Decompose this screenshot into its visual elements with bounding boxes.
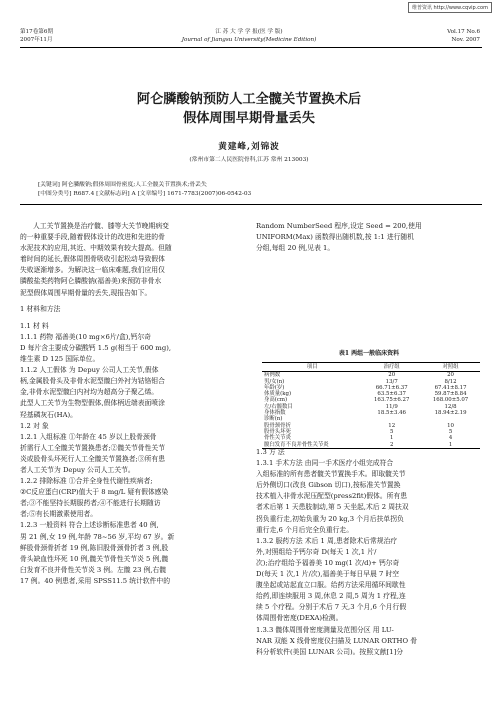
table-cell: 11/9 xyxy=(385,403,398,410)
table-header-row xyxy=(262,363,480,372)
text-line: 鲜股骨颈骨折者 19 例,陈旧股骨颈骨折者 3 例,股 xyxy=(20,543,169,552)
table-caption: 表1 两组一般临床资料 xyxy=(338,350,400,357)
text-line: 男 21 例,女 19 例,年龄 78~56 岁,平均 67 岁。新 xyxy=(20,532,175,541)
volume-issue: 第17卷第6期 xyxy=(20,29,54,35)
table-cell: 18.5±3.46 xyxy=(377,410,406,417)
text-line: 1.3.1 手术方法 由同一手术医疗小组完成符合 xyxy=(256,459,394,468)
text-line: 1.1 材 料 xyxy=(20,321,49,330)
table-cell: 63.5±6.37 xyxy=(377,391,406,398)
text-line: 者人工关节为 Depuy 公司人工关节。 xyxy=(20,465,135,474)
text-line: 技术植入非骨水泥压配型(press2fit)假体。所有患 xyxy=(256,492,408,501)
table-cell: 168.00±5.07 xyxy=(432,397,469,404)
affiliation: (常州市第二人民医院骨科,江苏 常州 213003) xyxy=(189,157,309,163)
text-line: 折需行人工全髋关节置换患者;②髋关节骨性关节 xyxy=(20,443,166,452)
table-cell: 163.75±6.27 xyxy=(374,397,410,404)
abstract-rule xyxy=(20,204,482,205)
clinical-data-table xyxy=(262,362,480,449)
table-cell: 13/7 xyxy=(385,378,398,385)
text-line: 科分析软件(美国 LUNAR 公司)。按照文献[1]分 xyxy=(256,647,404,656)
volume-issue-en: Vol.17 No.6 xyxy=(447,29,480,35)
text-line: 续 5 个疗程。分别于术后 7 天,3 个月,6 个月行假 xyxy=(256,603,407,612)
text-line: 1.1.1 药物 福善美(10 mg×6片/盒),钙尔奇 xyxy=(20,332,151,341)
text-line: 分组,每组 20 例,见表 1。 xyxy=(256,244,335,253)
keywords-line: [关键词] 阿仑膦酸钠;假体周围骨密度;人工全髋关节置换术;骨丢失 xyxy=(38,182,207,188)
text-line: 1.1.2 人工假体 为 Depuy 公司人工关节,假体 xyxy=(20,366,159,375)
text-line: 1.2.1 入组标准 ①年龄在 45 岁以上股骨颈骨 xyxy=(20,432,157,441)
journal-name xyxy=(0,28,498,44)
text-line: 重行走,6 个月后完全负重行走。 xyxy=(256,525,354,534)
text-line: NAR 双能 X 线骨密度仪扫描及 LUNAR ORTHO 骨 xyxy=(256,636,417,645)
text-line: 1.3.3 髋体周围骨密度测量及范围分区 用 LU- xyxy=(256,625,394,634)
journal-name-cn: 江 苏 大 学 学 报(医 学 版) xyxy=(215,29,283,35)
text-line: 1.2.3 一般资料 符合上述诊断标准患者 40 例, xyxy=(20,521,159,530)
table-cell: 67.41±8.17 xyxy=(434,384,467,391)
text-line: 拐负重行走,初始负重为 20 kg,3 个月后扶单拐负 xyxy=(256,514,404,523)
text-line: 者;⑤有长期激素使用者。 xyxy=(20,510,98,519)
table-cell: 股骨颈骨折 xyxy=(264,422,291,429)
table-cell: 10 xyxy=(447,422,454,429)
article-title xyxy=(0,90,498,128)
table-cell: 病例数 xyxy=(264,372,281,379)
text-line: 1.3 方 法 xyxy=(256,448,285,456)
left-column xyxy=(20,221,243,587)
table-cell: 4 xyxy=(448,435,453,442)
right-column-top xyxy=(256,221,482,254)
table-cell: 左/右髋数目 xyxy=(264,403,293,410)
table-cell: 男/女(n) xyxy=(264,378,285,385)
table-cell: 12/8 xyxy=(444,403,457,410)
table-cell: 20 xyxy=(447,372,454,379)
text-line: 者术后第 1 天患肢制动,第 5 天坐起,术后 2 周扶双 xyxy=(256,503,409,512)
issue-date-en: Nov. 2007 xyxy=(451,37,480,43)
text-line: 次);治疗组给予福善美 10 mg(1 次/d)+ 钙尔奇 xyxy=(256,558,400,567)
text-line: 羟基磷灰石(HA)。 xyxy=(20,410,77,419)
text-line: 维生素 D 125 国际单位。 xyxy=(20,355,100,364)
watermark-stamp: 维普资讯 http://www.cqvip.com xyxy=(408,2,492,13)
text-line: 1.2.2 排除标准 ①合并全身性代谢性疾病者; xyxy=(20,477,153,486)
text-line: D 每片含主要成分碳酸钙 1.5 g(相当于 600 mg), xyxy=(20,343,172,352)
text-line: ②C反应蛋白(CRP)值大于 8 mg/L 疑有假体感染 xyxy=(20,488,169,497)
table-cell: 身体指数 xyxy=(264,410,286,417)
header-rule xyxy=(20,47,482,48)
issue-date: 2007年11月 xyxy=(20,37,53,43)
table-cell: 5 xyxy=(389,428,394,435)
text-line: 着时间的延长,假体周围骨吸收引起松动导致假体 xyxy=(20,255,165,264)
table-cell: 2 xyxy=(362,442,421,449)
text-line: 给药,即连续服用 3 周,休息 2 周,5 周为 1 疗程,连 xyxy=(256,592,406,601)
table-cell: 1 xyxy=(389,435,394,442)
table-cell: 59.87±8.84 xyxy=(434,391,467,398)
text-line: 骨头缺血性坏死 10 例,髋关节骨性关节炎 5 例,髋 xyxy=(20,554,169,563)
text-line: 臼发育不良并骨性关节炎 3 例。左髋 23 例,右髋 xyxy=(20,565,167,574)
text-line: 者;③不能坚持长期服药者;④不能进行长期随访 xyxy=(20,499,161,508)
table-cell: 8/12 xyxy=(444,378,457,385)
table-header-cell: 治疗组 xyxy=(362,363,421,372)
table-cell: 身高(cm) xyxy=(264,397,288,404)
table-cell: 髋臼发育不良并骨性关节炎 xyxy=(262,442,362,449)
text-line: Random NumberSeed 程序,设定 Seed = 200,使用 xyxy=(256,222,422,230)
text-line: 膦酸盐类药物阿仑膦酸钠(福善美)来预防非骨水 xyxy=(20,277,162,286)
text-line: 腹坐起或站起直立口服。给药方法采用循环间歇性 xyxy=(256,581,406,590)
text-line: 1.3.2 服药方法 术后 1 周,患者除术后常规治疗 xyxy=(256,536,398,545)
table-header-cell: 对照组 xyxy=(421,363,480,372)
section-heading: 1 材料和方法 xyxy=(20,305,61,314)
table-cell: 5 xyxy=(448,428,453,435)
text-line: 人工关节置换是治疗髋、膝等大关节晚期病变 xyxy=(33,222,169,230)
text-line: 柄,金属股骨头及非骨水泥型髋臼外衬为钴铬钼合 xyxy=(20,377,165,386)
right-column xyxy=(256,447,482,658)
table-cell: 诊断(n) xyxy=(264,416,283,423)
table-cell: 年龄(岁) xyxy=(264,384,285,391)
text-line: 17 例。40 例患者,采用 SPSS11.5 统计软件中的 xyxy=(20,576,171,585)
text-line: 水泥技术的应用,其近、中期效果有较大提高。但随 xyxy=(20,244,172,253)
text-line: 金,非骨水泥型髋臼内衬均为超高分子聚乙烯。 xyxy=(20,388,159,397)
table-cell: 20 xyxy=(388,372,396,379)
classification-line: [中图分类号] R687.4 [文献标志码] A [文章编号] 1671-7783(2007)06-0542-03 xyxy=(38,191,252,197)
journal-name-en: Journal of Jiangsu University(Medicine Edition) xyxy=(181,37,317,43)
table-header-cell: 项目 xyxy=(262,363,362,372)
table-row xyxy=(262,372,480,379)
text-line: 的一种重要手段,随着假体设计的改进和先进的骨 xyxy=(20,233,165,242)
journal-volume-en xyxy=(447,28,480,44)
table-cell: 1 xyxy=(421,442,480,449)
text-line: 体周围骨密度(DEXA)检测。 xyxy=(256,614,343,623)
authors: 黄建峰,刘锦波 xyxy=(218,142,280,152)
table-cell: 66.71±6.37 xyxy=(375,384,408,391)
text-line: D(每天 1 次,1 片/次),福善美于每日早晨 7 时空 xyxy=(256,570,400,579)
text-line: 后外侧切口(改良 Gibson 切口),按标准关节置换 xyxy=(256,481,401,490)
keywords-block xyxy=(38,181,251,199)
title-line-2: 假体周围早期骨量丢失 xyxy=(183,111,315,126)
text-line: UNIFORM(Max) 函数得出随机数,按 1:1 进行随机 xyxy=(256,233,415,242)
text-line: 失败逐渐增多。为解决这一临床难题,我们应用仅 xyxy=(20,266,165,275)
table-cell: 股骨头坏死 xyxy=(264,428,291,435)
text-line: 入组标准的所有患者髋关节置换手术。即取髋关节 xyxy=(256,470,406,479)
title-line-1: 阿仑膦酸钠预防人工全髋关节置换术后 xyxy=(136,92,362,107)
text-line: 此型人工关节为生物型假体,假体柄近端表面喷涂 xyxy=(20,399,165,408)
table-cell: 18.94±2.19 xyxy=(434,410,467,417)
text-line: 1.2 对 象 xyxy=(20,421,49,430)
text-line: 外,对照组给予钙尔奇 D(每天 1 次,1 片/ xyxy=(256,547,377,556)
table-cell: 骨性关节炎 xyxy=(264,435,291,442)
text-line: 泥型假体周围早期骨量的丢失,现报告如下。 xyxy=(20,288,152,297)
text-line: 炎或股骨头坏死行人工全髋关节置换者;③所有患 xyxy=(20,454,166,463)
table-cell: 体质量(kg) xyxy=(264,391,292,398)
table-cell: 12 xyxy=(388,422,396,429)
